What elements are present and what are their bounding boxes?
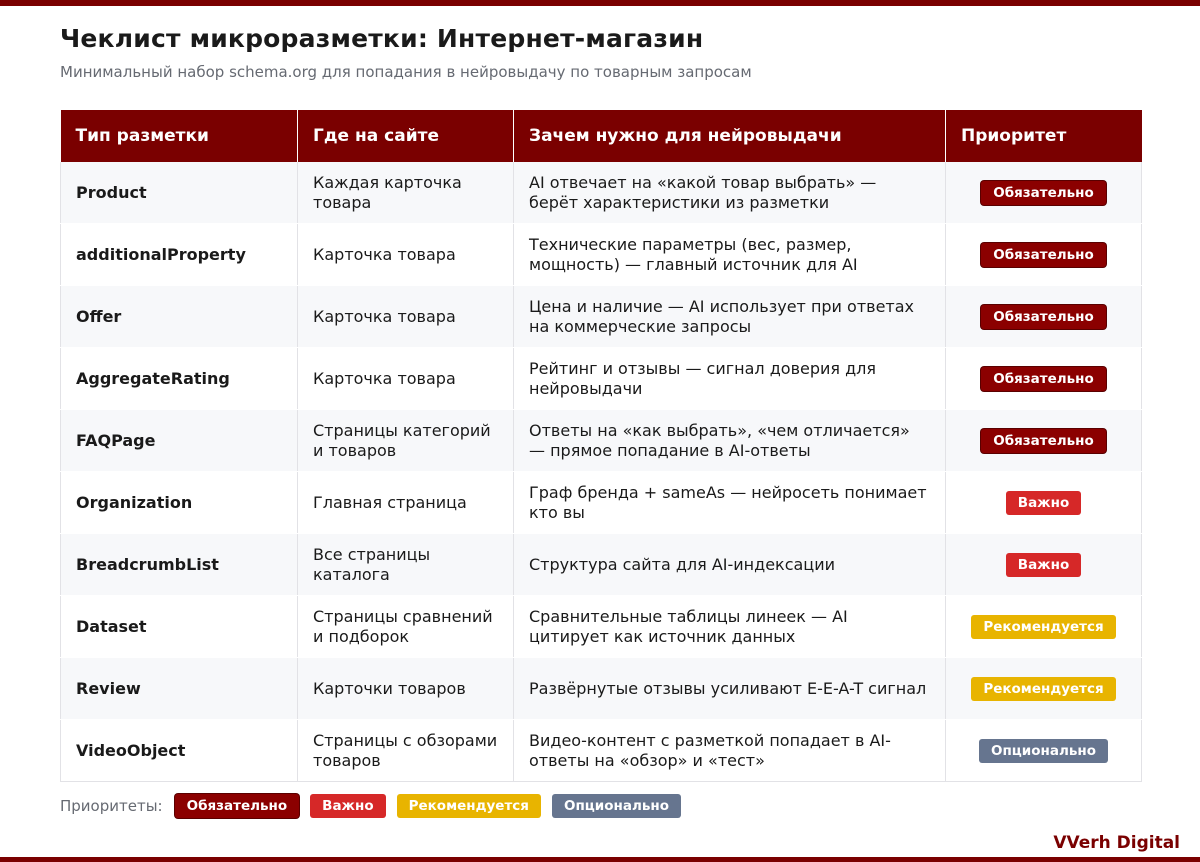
cell-markup-type: additionalProperty — [61, 224, 298, 286]
brand-logo-text: VVerh Digital — [1053, 833, 1180, 853]
column-header-priority: Приоритет — [946, 110, 1142, 162]
cell-why-needed: Развёрнутые отзывы усиливают E-E-A-T сигнал — [514, 658, 946, 720]
table-row — [61, 596, 1142, 658]
cell-where-on-site: Главная страница — [298, 472, 514, 534]
priority-badge: Обязательно — [981, 305, 1106, 329]
cell-why-needed: Структура сайта для AI-индексации — [514, 534, 946, 596]
cell-where-on-site: Страницы с обзорами товаров — [298, 720, 514, 782]
legend-badge-recommended: Рекомендуется — [397, 794, 541, 818]
priority-badge: Обязательно — [981, 181, 1106, 205]
cell-priority — [946, 720, 1142, 782]
table-row — [61, 720, 1142, 782]
cell-priority — [946, 286, 1142, 348]
table-row — [61, 658, 1142, 720]
bottom-accent-bar — [0, 857, 1200, 862]
priority-badge: Обязательно — [981, 429, 1106, 453]
cell-why-needed: Цена и наличие — AI использует при ответах на коммерческие запросы — [514, 286, 946, 348]
priority-badge: Обязательно — [981, 367, 1106, 391]
table-row — [61, 410, 1142, 472]
priority-legend — [60, 794, 692, 818]
table-row — [61, 162, 1142, 224]
cell-why-needed: AI отвечает на «какой товар выбрать» — берёт характеристики из разметки — [514, 162, 946, 224]
legend-badge-required: Обязательно — [175, 794, 300, 818]
cell-priority — [946, 224, 1142, 286]
cell-markup-type: Offer — [61, 286, 298, 348]
table-row — [61, 348, 1142, 410]
priority-badge: Обязательно — [981, 243, 1106, 267]
legend-label: Приоритеты: — [60, 797, 163, 815]
priority-badge: Важно — [1006, 491, 1081, 515]
cell-markup-type: VideoObject — [61, 720, 298, 782]
priority-badge: Опционально — [979, 739, 1108, 763]
cell-priority — [946, 596, 1142, 658]
column-header-type: Тип разметки — [61, 110, 298, 162]
cell-priority — [946, 348, 1142, 410]
legend-badge-important: Важно — [310, 794, 385, 818]
cell-where-on-site: Карточки товаров — [298, 658, 514, 720]
cell-where-on-site: Карточка товара — [298, 286, 514, 348]
priority-badge: Рекомендуется — [971, 615, 1115, 639]
cell-markup-type: FAQPage — [61, 410, 298, 472]
cell-where-on-site: Карточка товара — [298, 224, 514, 286]
cell-why-needed: Рейтинг и отзывы — сигнал доверия для нейровыдачи — [514, 348, 946, 410]
cell-where-on-site: Каждая карточка товара — [298, 162, 514, 224]
markup-checklist-table — [60, 110, 1142, 782]
cell-priority — [946, 410, 1142, 472]
top-accent-bar — [0, 0, 1200, 6]
column-header-why: Зачем нужно для нейровыдачи — [514, 110, 946, 162]
cell-why-needed: Ответы на «как выбрать», «чем отличается» — прямое попадание в AI-ответы — [514, 410, 946, 472]
cell-priority — [946, 162, 1142, 224]
cell-markup-type: Review — [61, 658, 298, 720]
cell-where-on-site: Страницы категорий и товаров — [298, 410, 514, 472]
cell-where-on-site: Все страницы каталога — [298, 534, 514, 596]
cell-priority — [946, 472, 1142, 534]
cell-where-on-site: Карточка товара — [298, 348, 514, 410]
cell-why-needed: Видео-контент с разметкой попадает в AI-ответы на «обзор» и «тест» — [514, 720, 946, 782]
priority-badge: Рекомендуется — [971, 677, 1115, 701]
cell-priority — [946, 534, 1142, 596]
cell-priority — [946, 658, 1142, 720]
priority-badge: Важно — [1006, 553, 1081, 577]
cell-markup-type: Organization — [61, 472, 298, 534]
table-row — [61, 472, 1142, 534]
column-header-where: Где на сайте — [298, 110, 514, 162]
table-row — [61, 534, 1142, 596]
cell-where-on-site: Страницы сравнений и подборок — [298, 596, 514, 658]
cell-markup-type: BreadcrumbList — [61, 534, 298, 596]
cell-markup-type: Dataset — [61, 596, 298, 658]
table-header-row — [61, 110, 1142, 162]
cell-markup-type: Product — [61, 162, 298, 224]
cell-why-needed: Технические параметры (вес, размер, мощность) — главный источник для AI — [514, 224, 946, 286]
table-row — [61, 224, 1142, 286]
cell-why-needed: Сравнительные таблицы линеек — AI цитирует как источник данных — [514, 596, 946, 658]
legend-badge-optional: Опционально — [552, 794, 681, 818]
table-row — [61, 286, 1142, 348]
cell-markup-type: AggregateRating — [61, 348, 298, 410]
cell-why-needed: Граф бренда + sameAs — нейросеть понимает кто вы — [514, 472, 946, 534]
page-subtitle: Минимальный набор schema.org для попадания в нейровыдачу по товарным запросам — [60, 63, 752, 81]
page-title: Чеклист микроразметки: Интернет-магазин — [60, 24, 704, 53]
